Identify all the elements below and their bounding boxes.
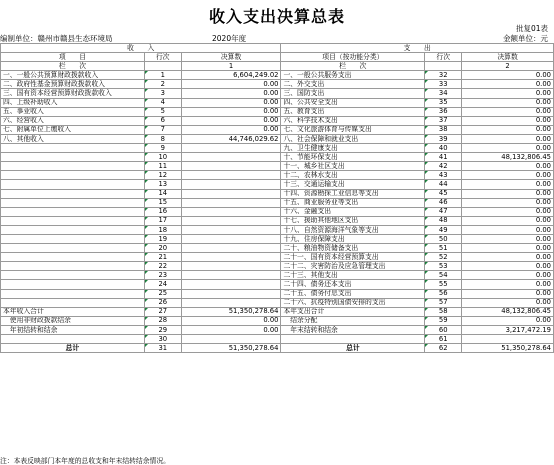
income-amount bbox=[181, 216, 281, 225]
expense-amount bbox=[462, 335, 554, 344]
expense-item: 十八、自然资源海洋气象等支出 bbox=[281, 225, 425, 234]
income-line-no: 15 bbox=[144, 198, 181, 207]
expense-amount-header: 决算数 bbox=[462, 53, 554, 62]
income-total-label: 总计 bbox=[1, 344, 145, 353]
expense-amount: 0.00 bbox=[462, 171, 554, 180]
income-line-no: 13 bbox=[144, 180, 181, 189]
expense-item: 二十三、其他支出 bbox=[281, 271, 425, 280]
income-line-no: 19 bbox=[144, 234, 181, 243]
expense-line-no: 33 bbox=[425, 80, 462, 89]
expense-line-no: 34 bbox=[425, 89, 462, 98]
income-amount: 0.00 bbox=[181, 107, 281, 116]
expense-item: 五、教育支出 bbox=[281, 107, 425, 116]
expense-item: 二十、粮油物资储备支出 bbox=[281, 244, 425, 253]
expense-rank-blank bbox=[425, 62, 462, 71]
table-row bbox=[1, 89, 554, 98]
income-line-no: 1 bbox=[144, 71, 181, 80]
income-amount bbox=[181, 189, 281, 198]
income-line-no: 8 bbox=[144, 134, 181, 143]
income-line-no: 7 bbox=[144, 125, 181, 134]
expense-amount: 0.00 bbox=[462, 225, 554, 234]
income-item bbox=[1, 144, 145, 153]
income-rank-label: 栏 次 bbox=[1, 62, 145, 71]
expense-line-no: 37 bbox=[425, 116, 462, 125]
expense-line-no: 51 bbox=[425, 244, 462, 253]
expense-item: 十、节能环保支出 bbox=[281, 153, 425, 162]
income-line-header: 行次 bbox=[144, 53, 181, 62]
income-item bbox=[1, 335, 145, 344]
income-item bbox=[1, 280, 145, 289]
income-line-no: 23 bbox=[144, 271, 181, 280]
expense-item: 六、科学技术支出 bbox=[281, 116, 425, 125]
table-row bbox=[1, 207, 554, 216]
income-item bbox=[1, 262, 145, 271]
income-amount: 51,350,278.64 bbox=[181, 307, 281, 316]
table-row bbox=[1, 189, 554, 198]
expense-amount: 0.00 bbox=[462, 116, 554, 125]
table-row bbox=[1, 289, 554, 298]
income-line-no: 17 bbox=[144, 216, 181, 225]
table-row bbox=[1, 253, 554, 262]
expense-amount: 0.00 bbox=[462, 298, 554, 307]
expense-amount: 0.00 bbox=[462, 98, 554, 107]
expense-amount: 0.00 bbox=[462, 216, 554, 225]
footnote: 注：本表反映部门本年度的总收支和年末结转结余情况。 bbox=[0, 457, 170, 465]
income-item: 四、上级补助收入 bbox=[1, 98, 145, 107]
form-code: 批复01表 bbox=[515, 24, 548, 33]
expense-total-amount: 51,350,278.64 bbox=[462, 344, 554, 353]
table-row bbox=[1, 98, 554, 107]
expense-amount: 0.00 bbox=[462, 280, 554, 289]
expense-amount: 0.00 bbox=[462, 316, 554, 325]
table-row bbox=[1, 153, 554, 162]
expense-item: 十三、交通运输支出 bbox=[281, 180, 425, 189]
expense-line-no: 49 bbox=[425, 225, 462, 234]
table-row bbox=[1, 307, 554, 316]
expense-item: 四、公共安全支出 bbox=[281, 98, 425, 107]
income-item: 八、其他收入 bbox=[1, 134, 145, 143]
table-row bbox=[1, 116, 554, 125]
expense-line-no: 60 bbox=[425, 325, 462, 334]
income-item bbox=[1, 298, 145, 307]
income-line-no: 22 bbox=[144, 262, 181, 271]
income-line-no: 2 bbox=[144, 80, 181, 89]
rank-row bbox=[1, 62, 554, 71]
income-amount bbox=[181, 262, 281, 271]
expense-amount: 0.00 bbox=[462, 125, 554, 134]
expense-amount: 0.00 bbox=[462, 134, 554, 143]
income-item bbox=[1, 198, 145, 207]
expense-item: 一、一般公共服务支出 bbox=[281, 71, 425, 80]
income-item bbox=[1, 207, 145, 216]
table-row bbox=[1, 107, 554, 116]
expense-item: 二十四、债务还本支出 bbox=[281, 280, 425, 289]
expense-total-line-no: 62 bbox=[425, 344, 462, 353]
income-item bbox=[1, 216, 145, 225]
income-amount bbox=[181, 162, 281, 171]
expense-total-label: 总计 bbox=[281, 344, 425, 353]
income-amount: 0.00 bbox=[181, 125, 281, 134]
expense-amount: 0.00 bbox=[462, 262, 554, 271]
expense-line-no: 38 bbox=[425, 125, 462, 134]
income-item: 一、一般公共预算财政拨款收入 bbox=[1, 71, 145, 80]
income-amount: 0.00 bbox=[181, 116, 281, 125]
expense-line-no: 61 bbox=[425, 335, 462, 344]
income-line-no: 26 bbox=[144, 298, 181, 307]
income-amount bbox=[181, 298, 281, 307]
income-item bbox=[1, 153, 145, 162]
income-amount: 0.00 bbox=[181, 325, 281, 334]
income-amount: 0.00 bbox=[181, 316, 281, 325]
expense-line-header: 行次 bbox=[425, 53, 462, 62]
table-row bbox=[1, 162, 554, 171]
table-row bbox=[1, 316, 554, 325]
expense-item: 十四、资源勘探工业信息等支出 bbox=[281, 189, 425, 198]
budget-summary-table bbox=[0, 43, 554, 353]
income-amount bbox=[181, 207, 281, 216]
expense-line-no: 44 bbox=[425, 180, 462, 189]
income-line-no: 16 bbox=[144, 207, 181, 216]
expense-line-no: 59 bbox=[425, 316, 462, 325]
expense-amount: 3,217,472.19 bbox=[462, 325, 554, 334]
income-line-no: 14 bbox=[144, 189, 181, 198]
expense-item: 年末结转和结余 bbox=[281, 325, 425, 334]
expense-amount: 0.00 bbox=[462, 198, 554, 207]
meta-row bbox=[0, 33, 554, 43]
expense-amount: 0.00 bbox=[462, 180, 554, 189]
expense-line-no: 56 bbox=[425, 289, 462, 298]
income-item: 七、附属单位上缴收入 bbox=[1, 125, 145, 134]
income-amount bbox=[181, 234, 281, 243]
expense-line-no: 48 bbox=[425, 216, 462, 225]
expense-line-no: 54 bbox=[425, 271, 462, 280]
income-line-no: 28 bbox=[144, 316, 181, 325]
expense-amount: 48,132,806.45 bbox=[462, 307, 554, 316]
income-item bbox=[1, 271, 145, 280]
income-amount bbox=[181, 144, 281, 153]
expense-amount: 0.00 bbox=[462, 162, 554, 171]
expense-line-no: 32 bbox=[425, 71, 462, 80]
income-item bbox=[1, 162, 145, 171]
income-total-line-no: 31 bbox=[144, 344, 181, 353]
expense-line-no: 52 bbox=[425, 253, 462, 262]
table-row bbox=[1, 216, 554, 225]
section-header-row bbox=[1, 44, 554, 53]
expense-line-no: 36 bbox=[425, 107, 462, 116]
income-rank-blank bbox=[144, 62, 181, 71]
income-amount bbox=[181, 271, 281, 280]
income-section-header: 收 入 bbox=[1, 44, 281, 53]
income-line-no: 25 bbox=[144, 289, 181, 298]
income-item: 六、经营收入 bbox=[1, 116, 145, 125]
table-row bbox=[1, 125, 554, 134]
expense-amount: 0.00 bbox=[462, 253, 554, 262]
compiling-unit: 编制单位：赣州市赣县生态环境局 bbox=[0, 34, 113, 43]
income-item: 本年收入合计 bbox=[1, 307, 145, 316]
expense-line-no: 40 bbox=[425, 144, 462, 153]
income-total-amount: 51,350,278.64 bbox=[181, 344, 281, 353]
income-line-no: 6 bbox=[144, 116, 181, 125]
expense-item: 本年支出合计 bbox=[281, 307, 425, 316]
income-amount: 0.00 bbox=[181, 98, 281, 107]
table-row bbox=[1, 280, 554, 289]
income-item bbox=[1, 253, 145, 262]
expense-item: 十六、金融支出 bbox=[281, 207, 425, 216]
income-amount bbox=[181, 335, 281, 344]
expense-item: 十七、援助其他地区支出 bbox=[281, 216, 425, 225]
expense-item: 二十一、国有资本经营预算支出 bbox=[281, 253, 425, 262]
expense-item: 二、外交支出 bbox=[281, 80, 425, 89]
expense-amount: 0.00 bbox=[462, 144, 554, 153]
income-line-no: 27 bbox=[144, 307, 181, 316]
expense-line-no: 50 bbox=[425, 234, 462, 243]
income-line-no: 3 bbox=[144, 89, 181, 98]
expense-line-no: 45 bbox=[425, 189, 462, 198]
income-item: 二、政府性基金预算财政拨款收入 bbox=[1, 80, 145, 89]
expense-amount: 0.00 bbox=[462, 271, 554, 280]
expense-line-no: 41 bbox=[425, 153, 462, 162]
table-row bbox=[1, 171, 554, 180]
expense-item: 二十六、抗疫特别国债安排的支出 bbox=[281, 298, 425, 307]
income-line-no: 12 bbox=[144, 171, 181, 180]
expense-amount: 0.00 bbox=[462, 80, 554, 89]
expense-item bbox=[281, 335, 425, 344]
income-item bbox=[1, 171, 145, 180]
expense-amount: 0.00 bbox=[462, 89, 554, 98]
income-amount bbox=[181, 253, 281, 262]
income-amount: 0.00 bbox=[181, 89, 281, 98]
income-item bbox=[1, 289, 145, 298]
income-item: 年初结转和结余 bbox=[1, 325, 145, 334]
expense-line-no: 57 bbox=[425, 298, 462, 307]
income-item: 使用非财政拨款结余 bbox=[1, 316, 145, 325]
table-row bbox=[1, 325, 554, 334]
income-line-no: 30 bbox=[144, 335, 181, 344]
income-line-no: 18 bbox=[144, 225, 181, 234]
table-row bbox=[1, 271, 554, 280]
expense-amount: 0.00 bbox=[462, 107, 554, 116]
table-row bbox=[1, 71, 554, 80]
expense-amount: 48,132,806.45 bbox=[462, 153, 554, 162]
expense-item: 十一、城乡社区支出 bbox=[281, 162, 425, 171]
income-item bbox=[1, 234, 145, 243]
money-unit: 金额单位：元 bbox=[503, 34, 548, 43]
expense-amount: 0.00 bbox=[462, 234, 554, 243]
income-item-header: 项 目 bbox=[1, 53, 145, 62]
table-row bbox=[1, 198, 554, 207]
table-row bbox=[1, 80, 554, 89]
income-amount: 44,746,029.62 bbox=[181, 134, 281, 143]
income-line-no: 4 bbox=[144, 98, 181, 107]
table-row bbox=[1, 262, 554, 271]
income-item bbox=[1, 225, 145, 234]
income-line-no: 24 bbox=[144, 280, 181, 289]
income-amount bbox=[181, 171, 281, 180]
expense-line-no: 42 bbox=[425, 162, 462, 171]
table-row bbox=[1, 225, 554, 234]
income-amount bbox=[181, 225, 281, 234]
expense-amount: 0.00 bbox=[462, 71, 554, 80]
expense-line-no: 53 bbox=[425, 262, 462, 271]
expense-item: 十五、商业服务业等支出 bbox=[281, 198, 425, 207]
column-header-row bbox=[1, 53, 554, 62]
table-row bbox=[1, 144, 554, 153]
table-row bbox=[1, 180, 554, 189]
income-item bbox=[1, 189, 145, 198]
income-item: 五、事业收入 bbox=[1, 107, 145, 116]
income-amount bbox=[181, 244, 281, 253]
expense-item: 二十二、灾害防治及应急管理支出 bbox=[281, 262, 425, 271]
expense-amount: 0.00 bbox=[462, 207, 554, 216]
expense-item: 三、国防支出 bbox=[281, 89, 425, 98]
expense-line-no: 43 bbox=[425, 171, 462, 180]
expense-amount: 0.00 bbox=[462, 244, 554, 253]
expense-line-no: 55 bbox=[425, 280, 462, 289]
income-line-no: 20 bbox=[144, 244, 181, 253]
income-amount bbox=[181, 280, 281, 289]
table-row bbox=[1, 335, 554, 344]
expense-item-header: 项目（按功能分类） bbox=[281, 53, 425, 62]
expense-amount: 0.00 bbox=[462, 189, 554, 198]
expense-item: 十九、住房保障支出 bbox=[281, 234, 425, 243]
expense-section-header: 支 出 bbox=[281, 44, 554, 53]
expense-line-no: 47 bbox=[425, 207, 462, 216]
expense-item: 八、社会保障和就业支出 bbox=[281, 134, 425, 143]
income-line-no: 29 bbox=[144, 325, 181, 334]
total-row bbox=[1, 344, 554, 353]
income-col-number: 1 bbox=[181, 62, 281, 71]
income-amount bbox=[181, 289, 281, 298]
table-row bbox=[1, 134, 554, 143]
income-amount-header: 决算数 bbox=[181, 53, 281, 62]
income-amount bbox=[181, 198, 281, 207]
expense-col-number: 2 bbox=[462, 62, 554, 71]
expense-item: 二十五、债务付息支出 bbox=[281, 289, 425, 298]
expense-line-no: 58 bbox=[425, 307, 462, 316]
income-item: 三、国有资本经营预算财政拨款收入 bbox=[1, 89, 145, 98]
income-amount: 0.00 bbox=[181, 80, 281, 89]
income-item bbox=[1, 180, 145, 189]
expense-amount: 0.00 bbox=[462, 289, 554, 298]
income-amount: 6,604,249.02 bbox=[181, 71, 281, 80]
income-item bbox=[1, 244, 145, 253]
table-row bbox=[1, 244, 554, 253]
income-line-no: 21 bbox=[144, 253, 181, 262]
expense-line-no: 39 bbox=[425, 134, 462, 143]
expense-item: 九、卫生健康支出 bbox=[281, 144, 425, 153]
expense-item: 结余分配 bbox=[281, 316, 425, 325]
expense-line-no: 35 bbox=[425, 98, 462, 107]
income-amount bbox=[181, 180, 281, 189]
fiscal-year: 2020年度 bbox=[212, 34, 247, 43]
table-row bbox=[1, 234, 554, 243]
report-title: 收入支出决算总表 bbox=[208, 7, 345, 26]
expense-line-no: 46 bbox=[425, 198, 462, 207]
income-line-no: 11 bbox=[144, 162, 181, 171]
income-amount bbox=[181, 153, 281, 162]
table-row bbox=[1, 298, 554, 307]
income-line-no: 5 bbox=[144, 107, 181, 116]
expense-item: 十二、农林水支出 bbox=[281, 171, 425, 180]
income-line-no: 10 bbox=[144, 153, 181, 162]
expense-rank-label: 栏 次 bbox=[281, 62, 425, 71]
expense-item: 七、文化旅游体育与传媒支出 bbox=[281, 125, 425, 134]
income-line-no: 9 bbox=[144, 144, 181, 153]
